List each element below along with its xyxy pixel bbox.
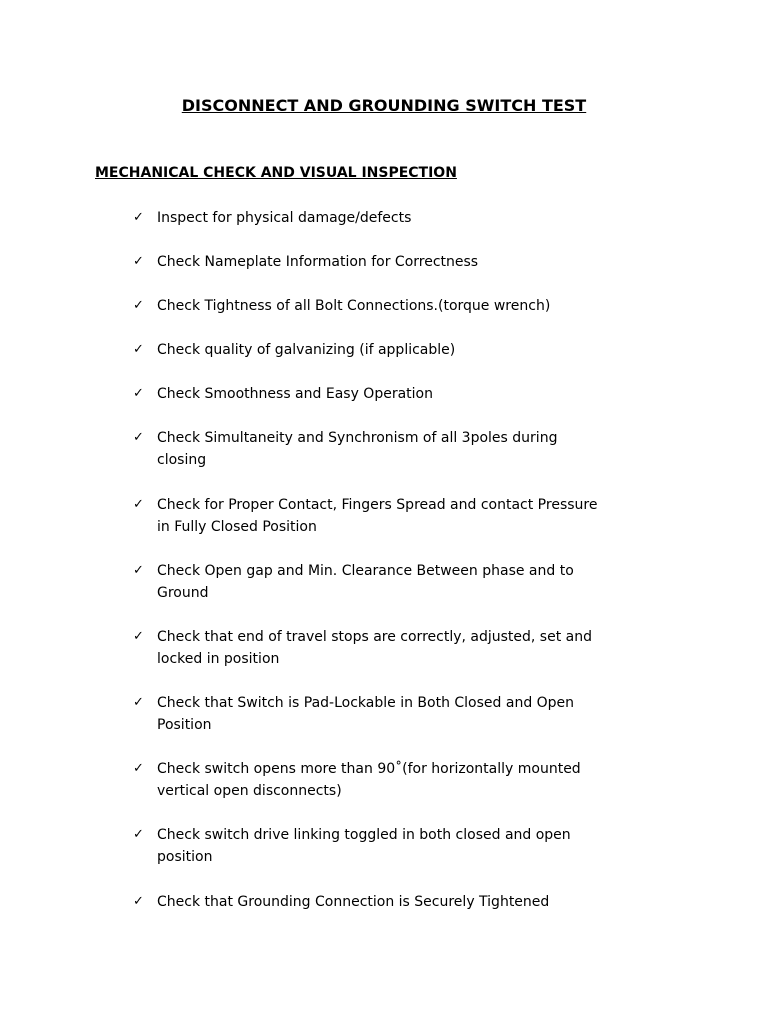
checklist-item-text: Check Smoothness and Easy Operation	[157, 386, 433, 402]
checklist-item	[133, 758, 603, 802]
checklist-item	[133, 207, 603, 229]
checklist-item-text: Check for Proper Contact, Fingers Spread and contact Pressure in Fully Closed Position	[157, 497, 598, 535]
checkmark-icon: ✓	[133, 695, 144, 710]
checklist-item	[133, 295, 603, 317]
checkmark-icon: ✓	[133, 254, 144, 269]
checkmark-icon: ✓	[133, 342, 144, 357]
checklist-item-text: Check switch drive linking toggled in both closed and open position	[157, 827, 571, 865]
checkmark-icon: ✓	[133, 497, 144, 512]
checkmark-icon: ✓	[133, 430, 144, 445]
checkmark-icon: ✓	[133, 894, 144, 909]
checkmark-icon: ✓	[133, 298, 144, 313]
checklist-item-text: Check Nameplate Information for Correctness	[157, 254, 479, 270]
checklist-item-text: Check Open gap and Min. Clearance Between phase and to Ground	[157, 563, 574, 601]
checklist-item	[133, 824, 603, 868]
checklist-item-text: Check quality of galvanizing (if applicable)	[157, 342, 456, 358]
checklist-item-text: Check Simultaneity and Synchronism of all 3poles during closing	[157, 430, 558, 468]
checklist-item-text: Check Tightness of all Bolt Connections.(torque wrench)	[157, 298, 551, 314]
checkmark-icon: ✓	[133, 629, 144, 644]
checklist-item	[133, 626, 603, 670]
checkmark-icon: ✓	[133, 563, 144, 578]
checkmark-icon: ✓	[133, 761, 144, 776]
checklist-item	[133, 339, 603, 361]
document-title: DISCONNECT AND GROUNDING SWITCH TEST	[181, 96, 587, 115]
section-heading: MECHANICAL CHECK AND VISUAL INSPECTION	[95, 165, 457, 181]
checklist-item	[133, 560, 603, 604]
checklist-item	[133, 494, 603, 538]
checklist-item	[133, 692, 603, 736]
checkmark-icon: ✓	[133, 210, 144, 225]
checklist-item-text: Inspect for physical damage/defects	[157, 210, 412, 226]
checkmark-icon: ✓	[133, 386, 144, 401]
checklist-item	[133, 383, 603, 405]
checklist-item-text: Check switch opens more than 90˚(for horizontally mounted vertical open disconnects)	[157, 761, 581, 799]
checklist-item	[133, 251, 603, 273]
checkmark-icon: ✓	[133, 827, 144, 842]
checklist-item-text: Check that Grounding Connection is Securely Tightened	[157, 894, 550, 910]
checklist-item-text: Check that end of travel stops are correctly, adjusted, set and locked in position	[157, 629, 592, 667]
checklist-item	[133, 891, 603, 913]
checklist-item-text: Check that Switch is Pad-Lockable in Both Closed and Open Position	[157, 695, 575, 733]
checklist-item	[133, 427, 603, 471]
